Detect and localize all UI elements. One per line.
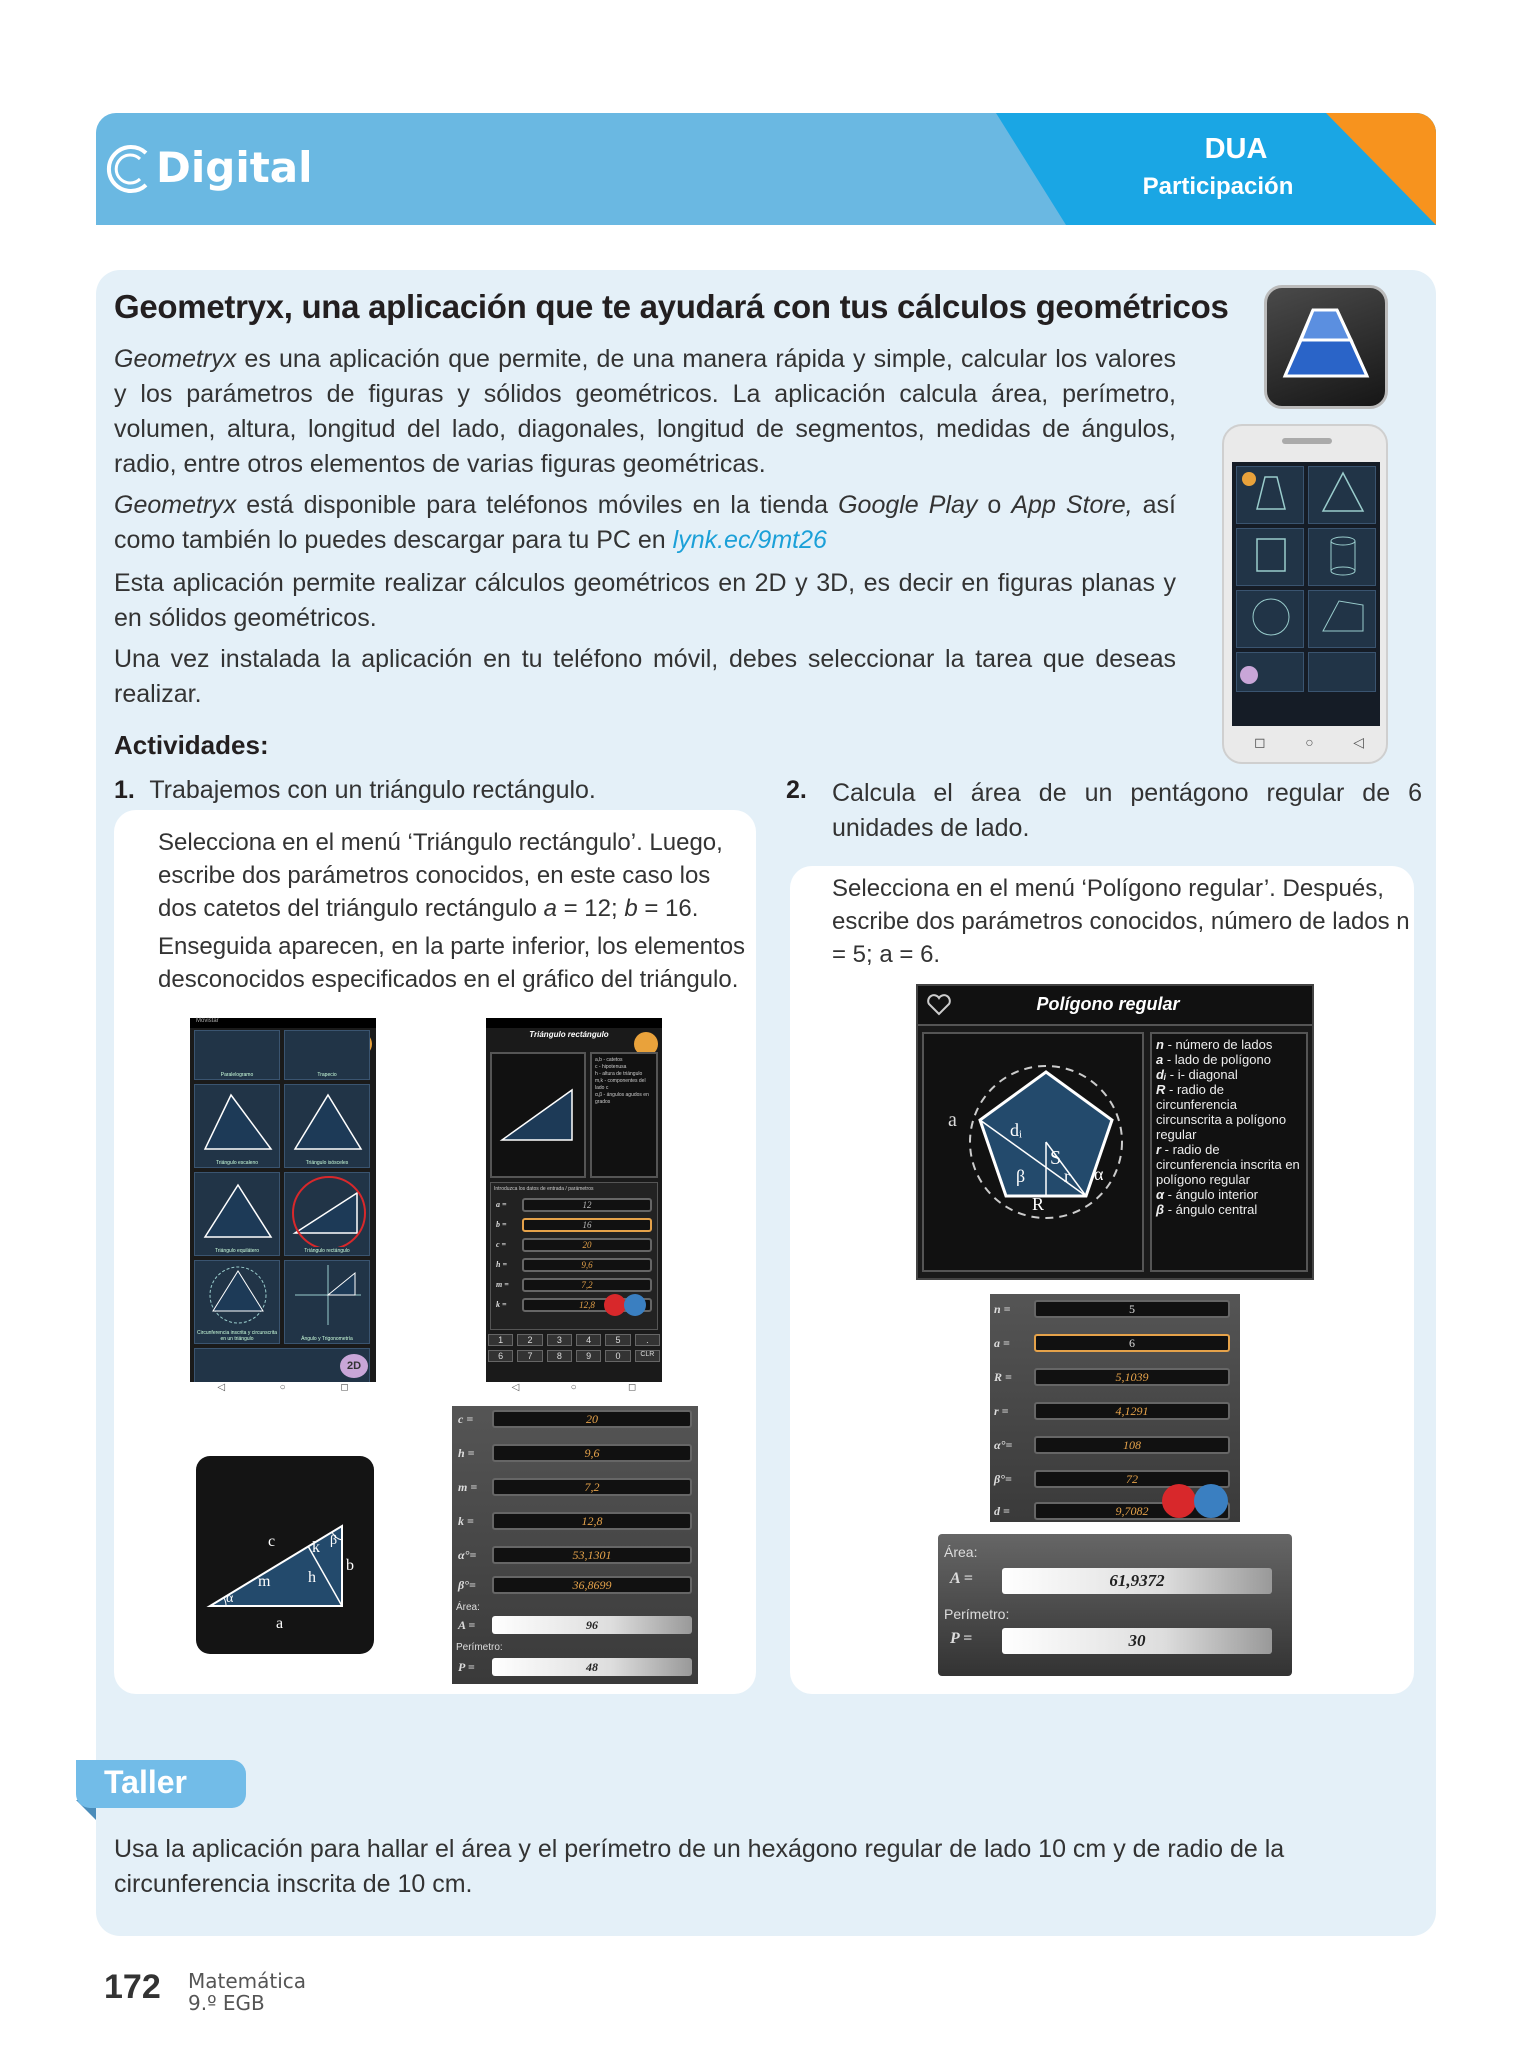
key-0[interactable]: 0: [605, 1350, 630, 1362]
pentagon-label-beta: β: [1016, 1166, 1026, 1186]
section-title: Digital: [156, 143, 313, 192]
key-2[interactable]: 2: [517, 1334, 542, 1346]
key-6[interactable]: 6: [488, 1350, 513, 1362]
polygon-values-screenshot: n = 5 a = 6 R = 5,1039 r = 4,1291 α°= 108 β°= 72 d = 9,7082: [990, 1294, 1240, 1522]
input-field-b[interactable]: 16: [522, 1218, 652, 1232]
poly-perimeter-label: Perímetro:: [944, 1606, 1010, 1622]
poly-area-label: Área:: [944, 1544, 978, 1560]
section-banner: [96, 113, 1436, 225]
pentagon-label-alpha: α: [1094, 1164, 1104, 1184]
poly-perimeter-value: 30: [1002, 1628, 1272, 1654]
polygon-legend: n - número de lados a - lado de polígono dᵢ - i- diagonal R - radio de circunferencia circunscrita a polígono regular r - radio de circunferencia inscrita en polígono regular α - ángulo interior β - ángulo central: [1150, 1032, 1308, 1272]
result-h: 9,6: [492, 1444, 692, 1462]
pentagon-label-d: dᵢ: [1010, 1120, 1022, 1140]
triangle-results-screenshot: c = 20 h = 9,6 m = 7,2 k = 12,8 α°= 53,1301 β°= 36,8699 Área: A = 96 Perímetro: P = 48: [452, 1406, 698, 1684]
activity-2-number: 2.: [786, 776, 807, 804]
result-beta: 36,8699: [492, 1576, 692, 1594]
page-number: 172: [104, 1968, 161, 2006]
pentagon-diagram: [922, 1032, 1144, 1272]
activity-1-text-2: Enseguida aparecen, en la parte inferior, los elementos desconocidos especificados en el gráfico del triángulo.: [158, 933, 746, 993]
menu-status-bar: Movistar: [190, 1018, 376, 1028]
input-nav-bar: ◁ ○ ◻: [486, 1382, 662, 1398]
poly-area-value: 61,9372: [1002, 1568, 1272, 1594]
triangle-label-alpha: α: [226, 1591, 234, 1606]
input-screen-title: Triángulo rectángulo: [529, 1030, 609, 1039]
poly-calculator-icon[interactable]: [1162, 1484, 1196, 1518]
key-dot[interactable]: .: [635, 1334, 660, 1346]
result-alpha: 53,1301: [492, 1546, 692, 1564]
perimeter-label: Perímetro:: [456, 1642, 503, 1653]
output-field-h: 9,6: [522, 1258, 652, 1272]
polygon-title: Polígono regular: [1036, 994, 1180, 1014]
activity-1-title: Trabajemos con un triángulo rectángulo.: [149, 776, 596, 804]
download-link[interactable]: lynk.ec/9mt26: [672, 526, 827, 554]
key-4[interactable]: 4: [576, 1334, 601, 1346]
triangle-label-k: k: [312, 1539, 320, 1556]
article-paragraph-2: Geometryx está disponible para teléfonos móviles en la tienda Google Play o App Store, así como también lo puedes descargar para tu PC en lynk.ec/9mt26: [114, 491, 1176, 554]
article-title: Geometryx, una aplicación que te ayudará con tus cálculos geométricos: [114, 288, 1229, 325]
share-button-icon[interactable]: [624, 1294, 646, 1316]
poly-result-alpha: 108: [1034, 1436, 1230, 1454]
taller-text: Usa la aplicación para hallar el área y el perímetro de un hexágono regular de lado 10 cm y de radio de la circunferencia inscrita de 10 cm.: [114, 1835, 1285, 1898]
numeric-keypad: [488, 1334, 660, 1362]
digital-logo-icon: [106, 141, 160, 197]
phone-speaker: [1282, 438, 1332, 444]
area-label: Área:: [456, 1602, 480, 1613]
poly-result-r: 4,1291: [1034, 1402, 1230, 1420]
2d-badge: 2D: [340, 1354, 368, 1378]
polygon-screenshot: [916, 984, 1314, 1280]
dua-subtitle: Participación: [1142, 173, 1294, 200]
pentagon-label-a: a: [948, 1109, 957, 1131]
pentagon-label-s: S: [1050, 1147, 1062, 1169]
calculator-button-icon[interactable]: [604, 1294, 626, 1316]
key-1[interactable]: 1: [488, 1334, 513, 1346]
perimeter-value: 48: [492, 1658, 692, 1676]
poly-share-icon[interactable]: [1194, 1484, 1228, 1518]
result-c: 20: [492, 1410, 692, 1428]
taller-label: Taller: [104, 1764, 187, 1800]
input-field-a[interactable]: 12: [522, 1198, 652, 1212]
triangle-label-c: c: [268, 1533, 276, 1550]
geometryx-app-icon: [1264, 285, 1388, 409]
poly-input-n[interactable]: 5: [1034, 1300, 1230, 1318]
triangle-input-screenshot: Triángulo rectángulo a,b - catetos c - hipotenusa h - altura de triángulo m,k - componentes del lado c α,β - ángulos agudos en grados Introduzca los datos de entrada / parámetros a = 12 b = 16 c = 20 h = 9,6 m = 7,2 k = 12,8 1 2 3 4 5 . 6 7 8 9 0 CLR ◁ ○ ◻: [486, 1018, 662, 1398]
triangle-label-h: h: [308, 1569, 316, 1586]
key-9[interactable]: 9: [576, 1350, 601, 1362]
poly-result-d: 9,7082: [1034, 1502, 1230, 1520]
key-5[interactable]: 5: [605, 1334, 630, 1346]
key-clr[interactable]: CLR: [635, 1350, 660, 1362]
triangle-label-m: m: [258, 1573, 271, 1590]
pentagon-label-R: R: [1032, 1194, 1045, 1214]
poly-result-R: 5,1039: [1034, 1368, 1230, 1386]
input-legend: a,b - catetos c - hipotenusa h - altura de triángulo m,k - componentes del lado c α,β - ángulos agudos en grados: [590, 1052, 658, 1178]
right-triangle-diagram: [196, 1456, 374, 1654]
activity-2-title: Calcula el área de un pentágono regular de 6 unidades de lado.: [832, 779, 1422, 842]
favorite-heart-icon[interactable]: [926, 992, 952, 1018]
menu-nav-bar: ◁ ○ ◻: [190, 1382, 376, 1398]
dua-title: DUA: [1204, 133, 1268, 165]
polygon-title-bar: [918, 986, 1312, 1026]
result-k: 12,8: [492, 1512, 692, 1530]
result-m: 7,2: [492, 1478, 692, 1496]
poly-result-beta: 72: [1034, 1470, 1230, 1488]
area-value: 96: [492, 1616, 692, 1634]
pentagon-label-r: r: [1064, 1166, 1070, 1186]
article-paragraph-3: Esta aplicación permite realizar cálculos geométricos en 2D y 3D, es decir en figuras planas y en sólidos geométricos.: [114, 569, 1176, 632]
poly-input-a[interactable]: 6: [1034, 1334, 1230, 1352]
phone-mockup: [1222, 424, 1388, 764]
triangle-label-b: b: [346, 1557, 354, 1574]
activity-2-text: Selecciona en el menú ‘Polígono regular’. Después, escribe dos parámetros conocidos, número de lados n = 5; a = 6.: [832, 875, 1410, 968]
article-paragraph-4: Una vez instalada la aplicación en tu teléfono móvil, debes seleccionar la tarea que deseas realizar.: [114, 645, 1176, 708]
footer-subject: Matemática 9.º EGB: [188, 1969, 307, 2015]
output-field-c: 20: [522, 1238, 652, 1252]
output-field-k: 12,8: [522, 1298, 652, 1312]
activities-heading: Actividades:: [114, 730, 269, 760]
article-paragraph-1: Geometryx es una aplicación que permite, de una manera rápida y simple, calcular los valores y los parámetros de figuras y sólidos geométricos. La aplicación calcula área, perímetro, volumen, altura, longitud del lado, diagonales, longitud de segmentos, medidas de ángulos, radio, entre otros elementos de varias figuras geométricas.: [114, 345, 1176, 478]
key-8[interactable]: 8: [547, 1350, 572, 1362]
input-prompt: Introduzca los datos de entrada / parámetros: [494, 1186, 594, 1192]
phone-nav-bar: ◻ ○ ◁: [1254, 734, 1364, 750]
menu-screenshot: Movistar Paralelogramo Trapecio Triángulo escaleno Triángulo isósceles Triángulo equilátero Triángulo rectángulo Circunferencia inscrita y circunscrita en un triángulo Ángulo y Trigonometría 2D ◁ ○ ◻: [190, 1018, 376, 1398]
activity-2-title-row: [786, 776, 1422, 846]
key-7[interactable]: 7: [517, 1350, 542, 1362]
output-field-m: 7,2: [522, 1278, 652, 1292]
triangle-label-beta: β: [330, 1533, 338, 1548]
polygon-result-screenshot: Área: A = 61,9372 Perímetro: P = 30: [938, 1534, 1292, 1676]
activity-1-text-1: Selecciona en el menú ‘Triángulo rectángulo’. Luego, escribe dos parámetros conocidos, en este caso los dos catetos del triángulo rectángulo a = 12; b = 16.: [158, 829, 723, 922]
triangle-label-a: a: [276, 1615, 284, 1632]
activity-1-number: 1.: [114, 776, 135, 804]
activity-1-title-row: [114, 776, 596, 805]
key-3[interactable]: 3: [547, 1334, 572, 1346]
phone-screen: [1232, 462, 1380, 726]
